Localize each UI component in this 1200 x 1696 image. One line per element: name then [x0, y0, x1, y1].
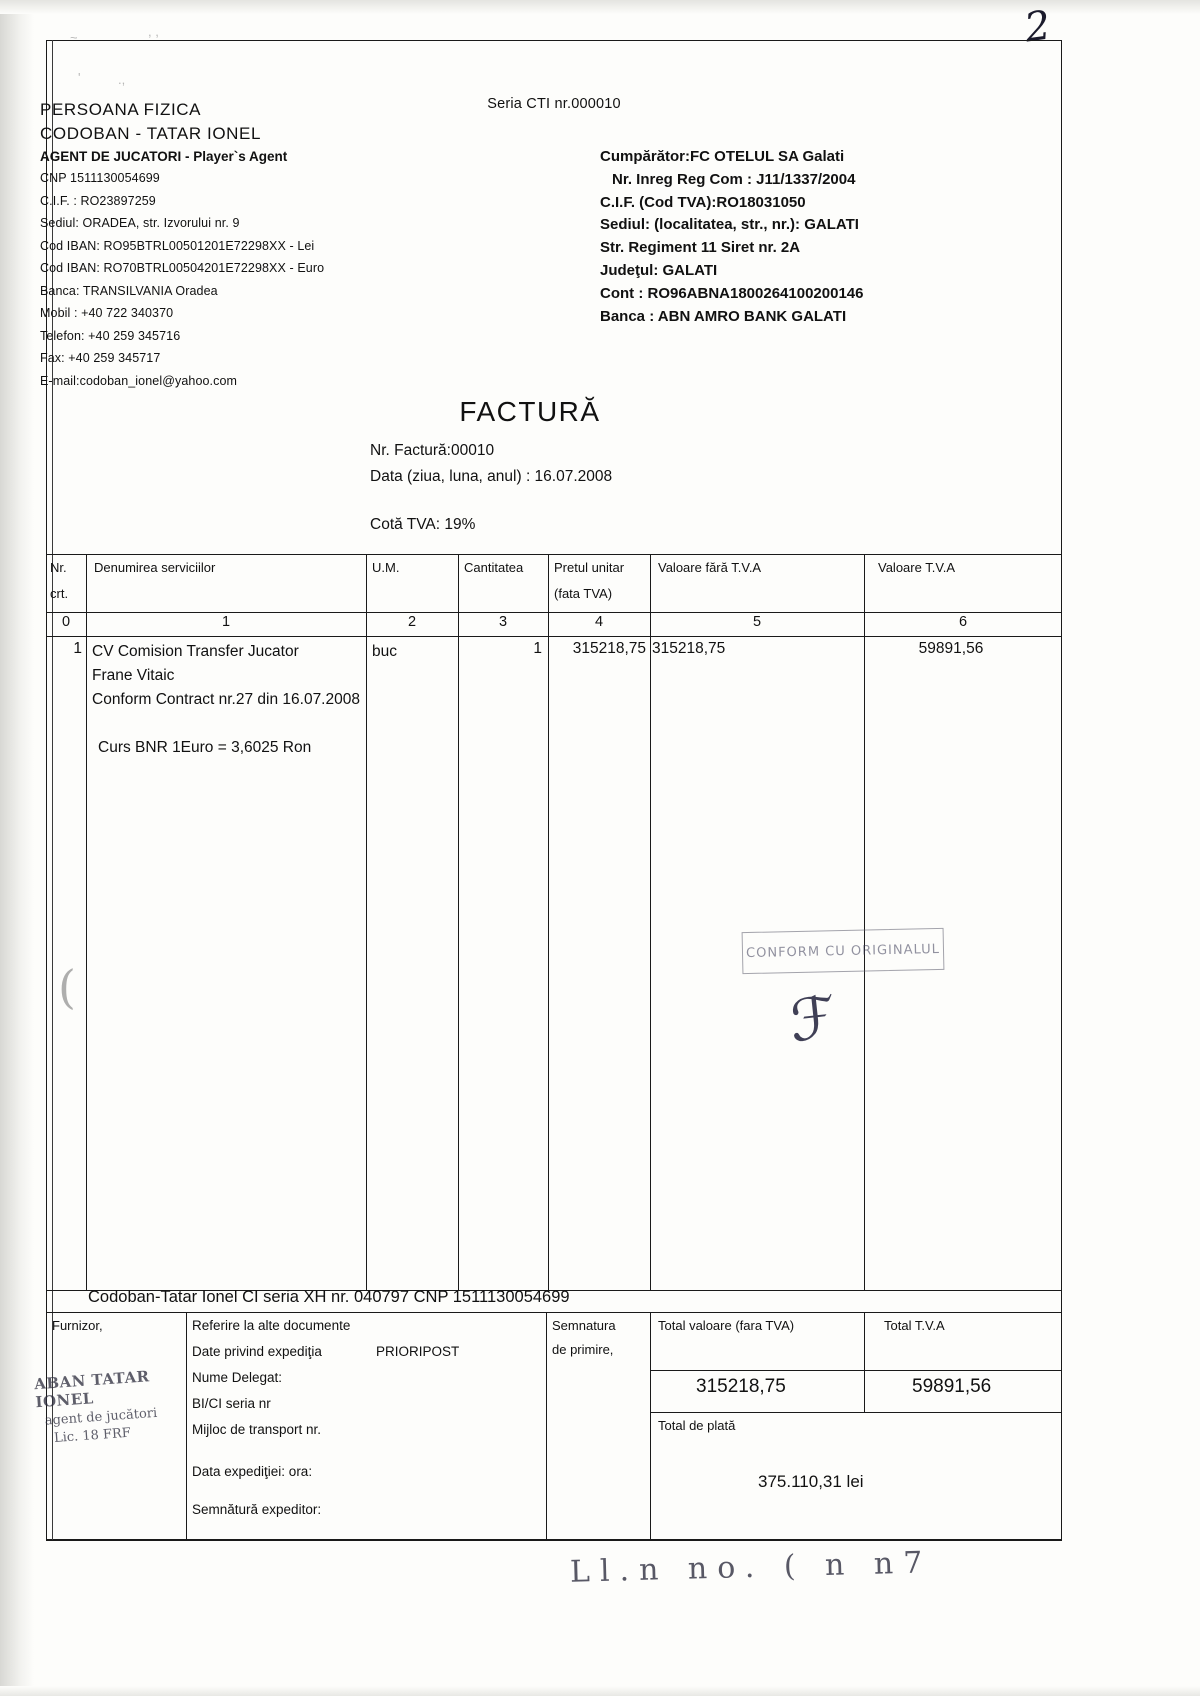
footer-nume-delegat-label: Nume Delegat: — [192, 1370, 283, 1385]
series-number: Seria CTI nr.000010 — [487, 96, 621, 112]
supplier-bank: Banca: TRANSILVANIA Oradea — [40, 283, 218, 298]
supplier-address: Sediul: ORADEA, str. Izvorului nr. 9 — [40, 216, 240, 230]
supplier-name: CODOBAN - TATAR IONEL — [40, 124, 262, 143]
buyer-reg-com: Nr. Inreg Reg Com : J11/1337/2004 — [612, 170, 856, 188]
col-index-0: 0 — [61, 614, 71, 630]
col-header-um: U.M. — [372, 560, 400, 575]
item-description-line-2: Frane Vitaic — [92, 667, 175, 684]
footer-rule — [650, 1312, 651, 1540]
agent-stamp-line-1: ABAN TATAR IONEL — [33, 1367, 151, 1412]
supplier-iban-lei: Cod IBAN: RO95BTRL00501201E72298XX - Lei — [40, 238, 315, 253]
scan-artifact-curl: ( — [58, 960, 76, 1014]
item-um: buc — [372, 643, 397, 660]
footer-bi-ci-label: BI/CI seria nr — [192, 1396, 271, 1411]
conform-original-stamp: CONFORM CU ORIGINALUL — [742, 928, 945, 974]
scan-left-edge-shadow — [0, 0, 34, 1696]
scan-artifact-mark: ~ — [70, 30, 78, 45]
buyer-street: Str. Regiment 11 Siret nr. 2A — [600, 239, 801, 257]
footer-rule — [546, 1312, 547, 1540]
table-rule — [548, 554, 549, 1290]
supplier-cif: C.I.F. : RO23897259 — [40, 193, 156, 208]
vat-rate: Cotă TVA: 19% — [370, 516, 476, 533]
table-rule — [46, 612, 1062, 613]
buyer-cif: C.I.F. (Cod TVA):RO18031050 — [600, 193, 806, 211]
agent-stamp-line-3: Lic. 18 FRF — [53, 1425, 132, 1447]
item-description-line-3: Conform Contract nr.27 din 16.07.2008 — [92, 691, 360, 708]
footer-semnatura-primire-label-2: de primire, — [552, 1342, 614, 1357]
supplier-email: E-mail:codoban_ionel@yahoo.com — [40, 373, 238, 388]
scan-artifact-mark: ' — [78, 70, 81, 85]
footer-total-tva-label: Total T.V.A — [884, 1318, 945, 1333]
col-index-2: 2 — [407, 614, 417, 630]
footer-furnizor-label: Furnizor, — [52, 1318, 103, 1333]
footer-semnatura-expeditor-label: Semnătură expeditor: — [192, 1502, 322, 1517]
page-title: FACTURĂ — [459, 396, 601, 427]
footer-rule — [46, 1540, 1062, 1541]
invoice-number: Nr. Factură:00010 — [370, 442, 495, 459]
supplier-cnp: CNP 1511130054699 — [40, 171, 160, 185]
invoice-date: Data (ziua, luna, anul) : 16.07.2008 — [370, 468, 613, 485]
item-vat-value: 59891,56 — [918, 640, 984, 657]
supplier-block — [40, 100, 460, 396]
footer-mijloc-transport-label: Mijloc de transport nr. — [192, 1422, 322, 1437]
table-rule — [650, 554, 651, 1290]
supplier-mobile: Mobil : +40 722 340370 — [40, 306, 174, 320]
col-index-4: 4 — [594, 614, 604, 630]
table-rule — [86, 554, 87, 1290]
buyer-address: Sediul: (localitatea, str., nr.): GALATI — [600, 216, 859, 234]
agent-stamp — [34, 1365, 189, 1447]
table-rule — [366, 554, 367, 1290]
footer-rule — [46, 1312, 1062, 1313]
supplier-iban-euro: Cod IBAN: RO70BTRL00504201E72298XX - Euro — [40, 261, 325, 275]
col-index-1: 1 — [221, 614, 231, 630]
row-index: 1 — [73, 640, 82, 657]
footer-total-plata-value: 375.110,31 lei — [758, 1472, 864, 1491]
scan-top-edge-shadow — [0, 0, 1200, 14]
supplier-fax: Fax: +40 259 345717 — [40, 351, 161, 365]
footer-total-plata-label: Total de plată — [658, 1418, 736, 1433]
col-index-5: 5 — [752, 614, 762, 630]
buyer-account: Cont : RO96ABNA1800264100200146 — [600, 284, 864, 302]
footer-referire-label: Referire la alte documente — [192, 1318, 351, 1333]
col-index-6: 6 — [958, 614, 968, 630]
col-header-valoare-tva: Valoare T.V.A — [878, 560, 956, 575]
bottom-handwritten-note: Ll.n no. ( n n7 — [569, 1545, 933, 1590]
item-description-line-1: CV Comision Transfer Jucator — [92, 643, 299, 660]
footer-rule — [864, 1312, 865, 1412]
handwritten-signature: ℱ — [786, 982, 840, 1056]
footer-total-valoare-label: Total valoare (fara TVA) — [658, 1318, 795, 1333]
col-index-3: 3 — [498, 614, 508, 630]
col-header-valoare-fara-tva: Valoare fără T.V.A — [658, 560, 762, 575]
table-rule — [864, 554, 865, 1290]
scan-artifact-mark: ., — [118, 72, 126, 87]
table-rule — [46, 554, 1062, 555]
item-quantity: 1 — [533, 640, 542, 657]
footer-total-valoare-value: 315218,75 — [696, 1376, 786, 1397]
col-header-pret-unitar: Pretul unitar — [554, 560, 625, 575]
supplier-id-card-line: Codoban-Tatar Ionel CI seria XH nr. 040797 CNP 1511130054699 — [88, 1288, 570, 1306]
agent-stamp-line-2: agent de jucători — [44, 1405, 158, 1429]
buyer-name: Cumpărător:FC OTELUL SA Galati — [600, 148, 845, 165]
footer-expeditia-label: Date privind expediţia — [192, 1344, 322, 1359]
buyer-county: Judeţul: GALATI — [600, 261, 718, 279]
footer-table — [46, 1312, 1062, 1540]
supplier-role: AGENT DE JUCATORI - Player`s Agent — [40, 149, 288, 164]
line-items-table — [46, 554, 1062, 1290]
col-header-pret-unitar-note: (fata TVA) — [554, 586, 613, 601]
scan-artifact-mark: , , — [148, 24, 159, 39]
col-header-cantitate: Cantitatea — [464, 560, 524, 575]
footer-rule — [650, 1370, 1062, 1371]
col-header-denumire: Denumirea serviciilor — [94, 560, 216, 575]
col-header-nr: Nr. — [50, 560, 67, 575]
table-rule — [46, 636, 1062, 637]
footer-semnatura-primire-label-1: Semnatura — [552, 1318, 616, 1333]
col-header-crt: crt. — [50, 586, 69, 601]
footer-data-expeditiei-label: Data expediţiei: ora: — [192, 1464, 313, 1479]
supplier-phone: Telefon: +40 259 345716 — [40, 328, 181, 343]
item-unit-price: 315218,75 — [572, 640, 646, 657]
buyer-block — [600, 146, 1000, 328]
footer-total-tva-value: 59891,56 — [912, 1376, 992, 1397]
handwritten-page-number: 2 — [1021, 2, 1054, 52]
item-exchange-rate-note: Curs BNR 1Euro = 3,6025 Ron — [98, 739, 312, 756]
footer-prioripost-value: PRIORIPOST — [376, 1344, 460, 1359]
footer-rule — [650, 1412, 1062, 1413]
buyer-bank: Banca : ABN AMRO BANK GALATI — [600, 307, 847, 325]
supplier-type-line: PERSOANA FIZICA — [40, 100, 202, 119]
scan-bottom-edge-shadow — [0, 1686, 1200, 1696]
item-value-without-vat: 315218,75 — [652, 640, 726, 657]
table-rule — [458, 554, 459, 1290]
